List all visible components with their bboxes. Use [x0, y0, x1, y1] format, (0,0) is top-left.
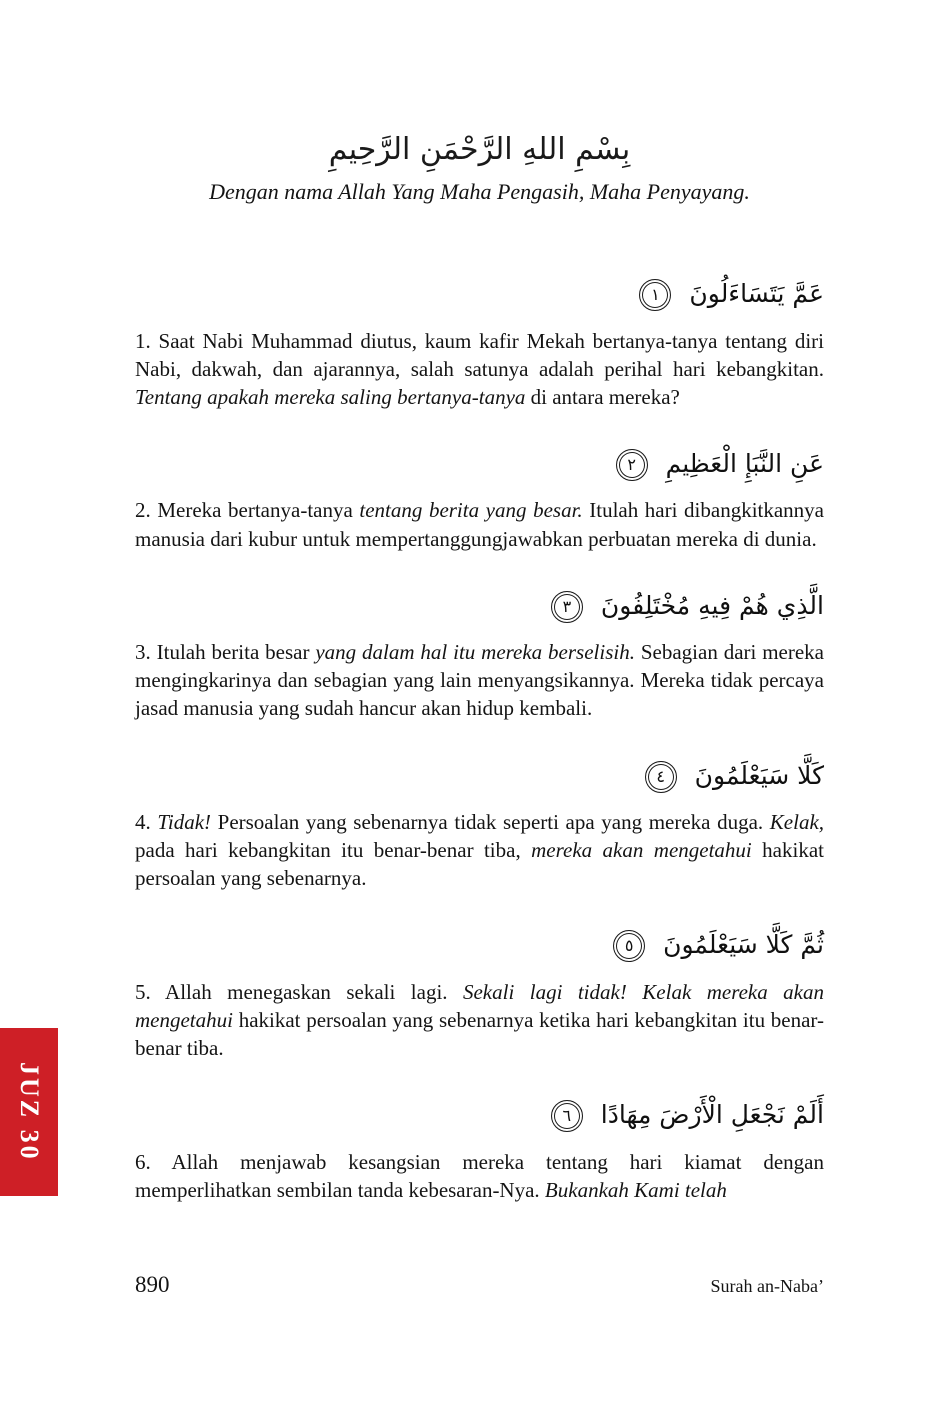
verse-list [135, 275, 824, 1204]
ayah-number-badge: ٦ [551, 1100, 583, 1132]
page-number: 890 [135, 1272, 170, 1297]
verse-arabic-text: الَّذِي هُمْ فِيهِ مُخْتَلِفُونَ [592, 590, 824, 620]
verse-arabic-text: عَمَّ يَتَسَاءَلُونَ [681, 279, 824, 308]
juz-tab [0, 1028, 58, 1196]
verse-arabic-text: ثُمَّ كَلَّا سَيَعْلَمُونَ [655, 930, 824, 960]
ayah-number-badge: ٥ [613, 930, 645, 962]
verse-arabic-text: أَلَمْ نَجْعَلِ الْأَرْضَ مِهَادًا [592, 1100, 824, 1130]
verse-translation: 1. Saat Nabi Muhammad diutus, kaum kafir Mekah bertanya-tanya tentang diri Nabi, dakwah, dan ajarannya, salah satunya adalah perihal hari kebangkitan. Tentang apakah mereka saling bertanya-tanya di antara mereka? [135, 328, 824, 409]
verse-arabic-text: عَنِ النَّبَإِ الْعَظِيمِ [657, 448, 824, 478]
verse-arabic [135, 587, 824, 625]
juz-tab-label: JUZ 30 [15, 1062, 44, 1162]
ayah-number-badge: ٣ [551, 591, 583, 623]
verse-arabic [135, 926, 824, 964]
verse-arabic [135, 445, 824, 483]
basmalah-translation: Dengan nama Allah Yang Maha Pengasih, Maha Penyayang. [209, 179, 750, 204]
ayah-number-badge: ١ [639, 279, 671, 311]
verse-block [135, 445, 824, 553]
verse-arabic [135, 275, 824, 313]
ayah-number-badge: ٢ [616, 449, 648, 481]
page-content [135, 132, 824, 1238]
verse-block [135, 275, 824, 411]
verse-arabic [135, 757, 824, 795]
verse-block [135, 1096, 824, 1204]
verse-block [135, 757, 824, 893]
verse-arabic-text: كَلَّا سَيَعْلَمُونَ [686, 760, 824, 790]
footer-surah-title: Surah an-Naba’ [710, 1276, 824, 1296]
verse-translation: 2. Mereka bertanya-tanya tentang berita yang besar. Itulah hari dibangkitkannya manusia dari kubur untuk mempertanggungjawabkan perbuatan mereka di dunia. [135, 498, 824, 551]
page-footer [135, 1272, 824, 1298]
verse-block [135, 587, 824, 723]
verse-arabic [135, 1096, 824, 1134]
verse-block [135, 926, 824, 1062]
ayah-number-badge: ٤ [645, 761, 677, 793]
verse-translation: 6. Allah menjawab kesangsian mereka tentang hari kiamat dengan memperlihatkan sembilan tanda kebesaran-Nya. Bukankah Kami telah [135, 1149, 824, 1202]
basmalah-arabic: بِسْمِ اللهِ الرَّحْمَنِ الرَّحِيمِ [328, 132, 631, 167]
verse-translation: 5. Allah menegaskan sekali lagi. Sekali lagi tidak! Kelak mereka akan mengetahui hakikat persoalan yang sebenarnya ketika hari kebangkitan itu benar-benar tiba. [135, 979, 824, 1061]
verse-translation: 4. Tidak! Persoalan yang sebenarnya tidak seperti apa yang mereka duga. Kelak, pada hari kebangkitan itu benar-benar tiba, mereka akan mengetahui hakikat persoalan yang sebenarnya. [135, 810, 825, 891]
verse-translation: 3. Itulah berita besar yang dalam hal itu mereka berselisih. Sebagian dari mereka mengingkarinya dan sebagian yang lain menyangsikannya. Mereka tidak percaya jasad manusia yang sudah hancur akan hidup kembali. [135, 640, 825, 721]
